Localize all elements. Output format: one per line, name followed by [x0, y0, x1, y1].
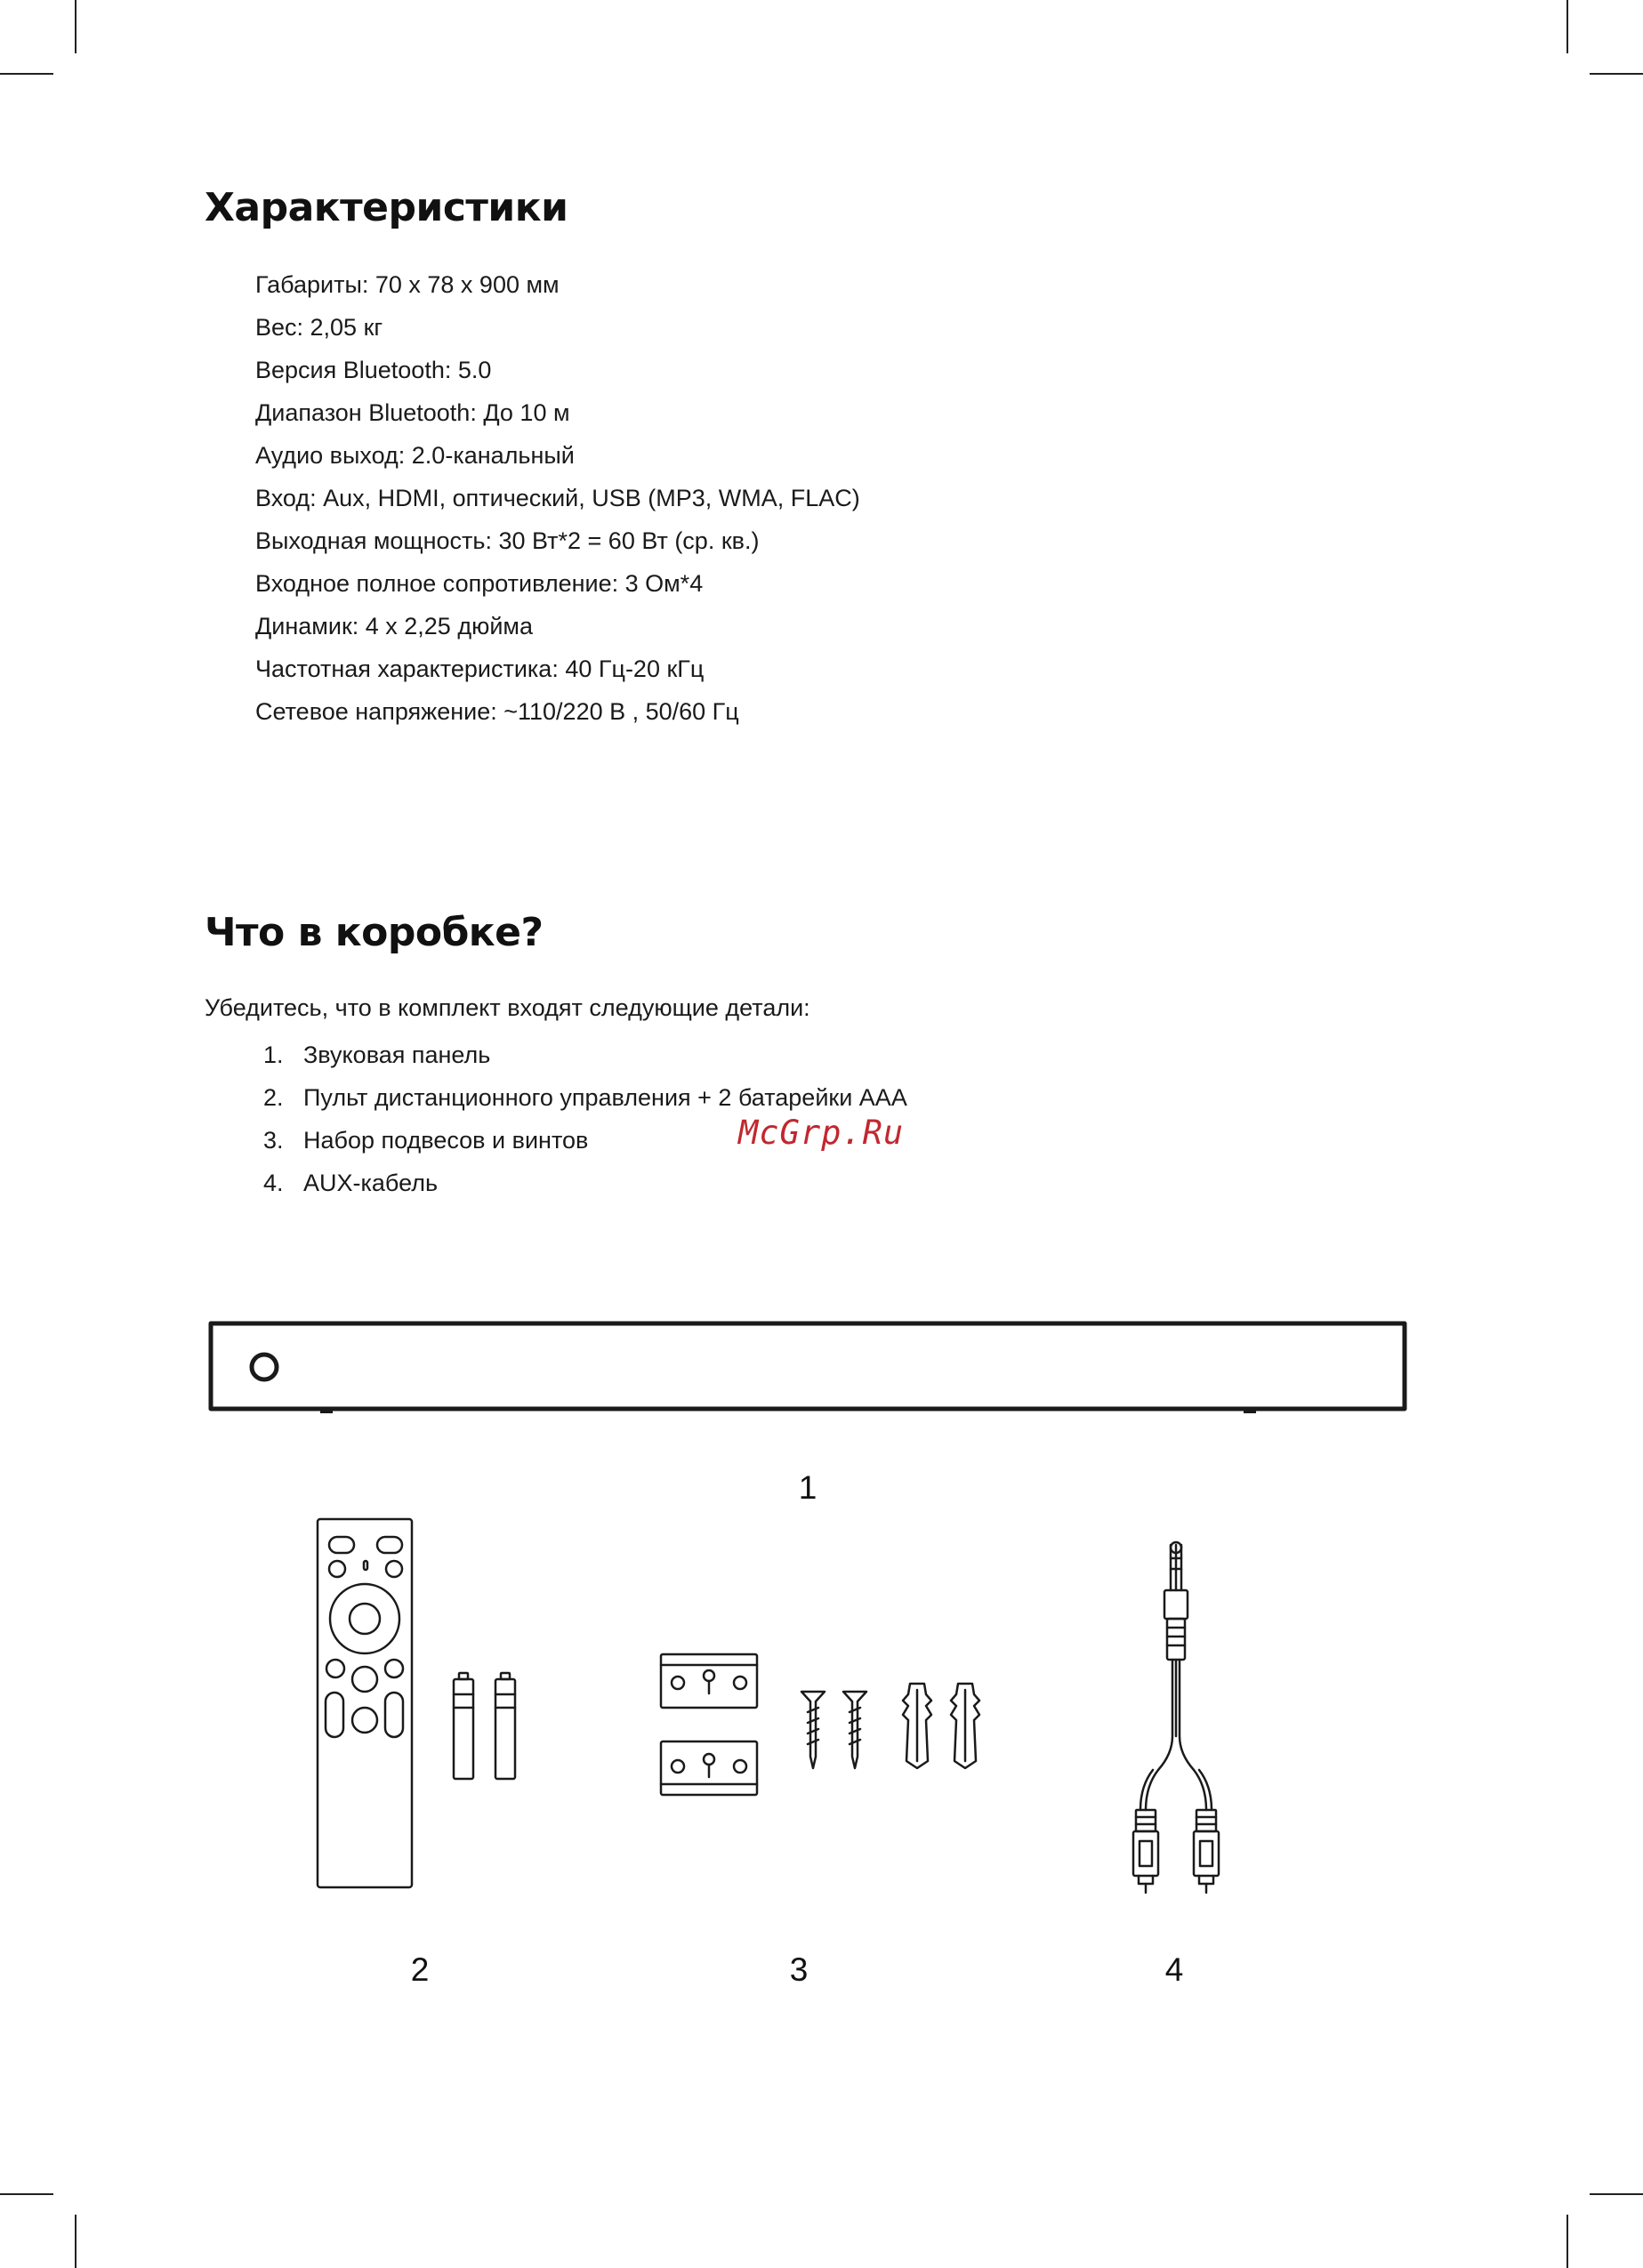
specs-title: Характеристики	[205, 185, 568, 230]
battery-icon	[495, 1673, 515, 1779]
box-intro: Убедитесь, что в комплект входят следующие детали:	[205, 994, 810, 1021]
wall-bracket-icon	[661, 1741, 757, 1795]
figure-label-mounting: 3	[789, 1951, 809, 1988]
spec-item: Выходная мощность: 30 Вт*2 = 60 Вт (ср. кв.)	[255, 527, 760, 554]
list-item-number: 4.	[263, 1170, 284, 1196]
spec-item: Сетевое напряжение: ~110/220 В , 50/60 Гц	[255, 698, 739, 725]
box-title: Что в коробке?	[205, 910, 544, 955]
wall-anchor-icon	[951, 1684, 979, 1768]
watermark: McGrp.Ru	[738, 1114, 905, 1152]
list-item-label: Звуковая панель	[303, 1042, 491, 1068]
spec-item: Аудио выход: 2.0-канальный	[255, 442, 575, 469]
spec-item: Диапазон Bluetooth: До 10 м	[255, 399, 570, 426]
screw-icon	[843, 1692, 866, 1768]
battery-icon	[454, 1673, 473, 1779]
spec-item: Динамик: 4 x 2,25 дюйма	[255, 613, 533, 639]
aux-cable-icon	[1133, 1542, 1219, 1893]
spec-item: Вход: Aux, HDMI, оптический, USB (MP3, WMA, FLAC)	[255, 485, 860, 511]
spec-item: Вес: 2,05 кг	[255, 314, 383, 341]
list-item-label: AUX-кабель	[303, 1170, 439, 1196]
figure-label-cable: 4	[1164, 1951, 1184, 1988]
wall-anchor-icon	[903, 1684, 931, 1768]
figure-label-remote: 2	[410, 1951, 430, 1988]
screw-icon	[801, 1692, 825, 1768]
spec-item: Входное полное сопротивление: 3 Ом*4	[255, 570, 704, 597]
spec-item: Габариты: 70 x 78 x 900 мм	[255, 271, 560, 298]
soundbar-icon	[211, 1323, 1405, 1413]
list-item-number: 2.	[263, 1084, 284, 1111]
remote-control-icon	[318, 1519, 412, 1887]
list-item-label: Пульт дистанционного управления + 2 батарейки AAA	[303, 1084, 907, 1111]
list-item-number: 3.	[263, 1127, 284, 1154]
spec-item: Частотная характеристика: 40 Гц-20 кГц	[255, 655, 705, 682]
list-item-label: Набор подвесов и винтов	[303, 1127, 589, 1154]
list-item-number: 1.	[263, 1042, 284, 1068]
wall-bracket-icon	[661, 1654, 757, 1708]
spec-item: Версия Bluetooth: 5.0	[255, 357, 492, 383]
figure-label-soundbar: 1	[798, 1469, 817, 1506]
